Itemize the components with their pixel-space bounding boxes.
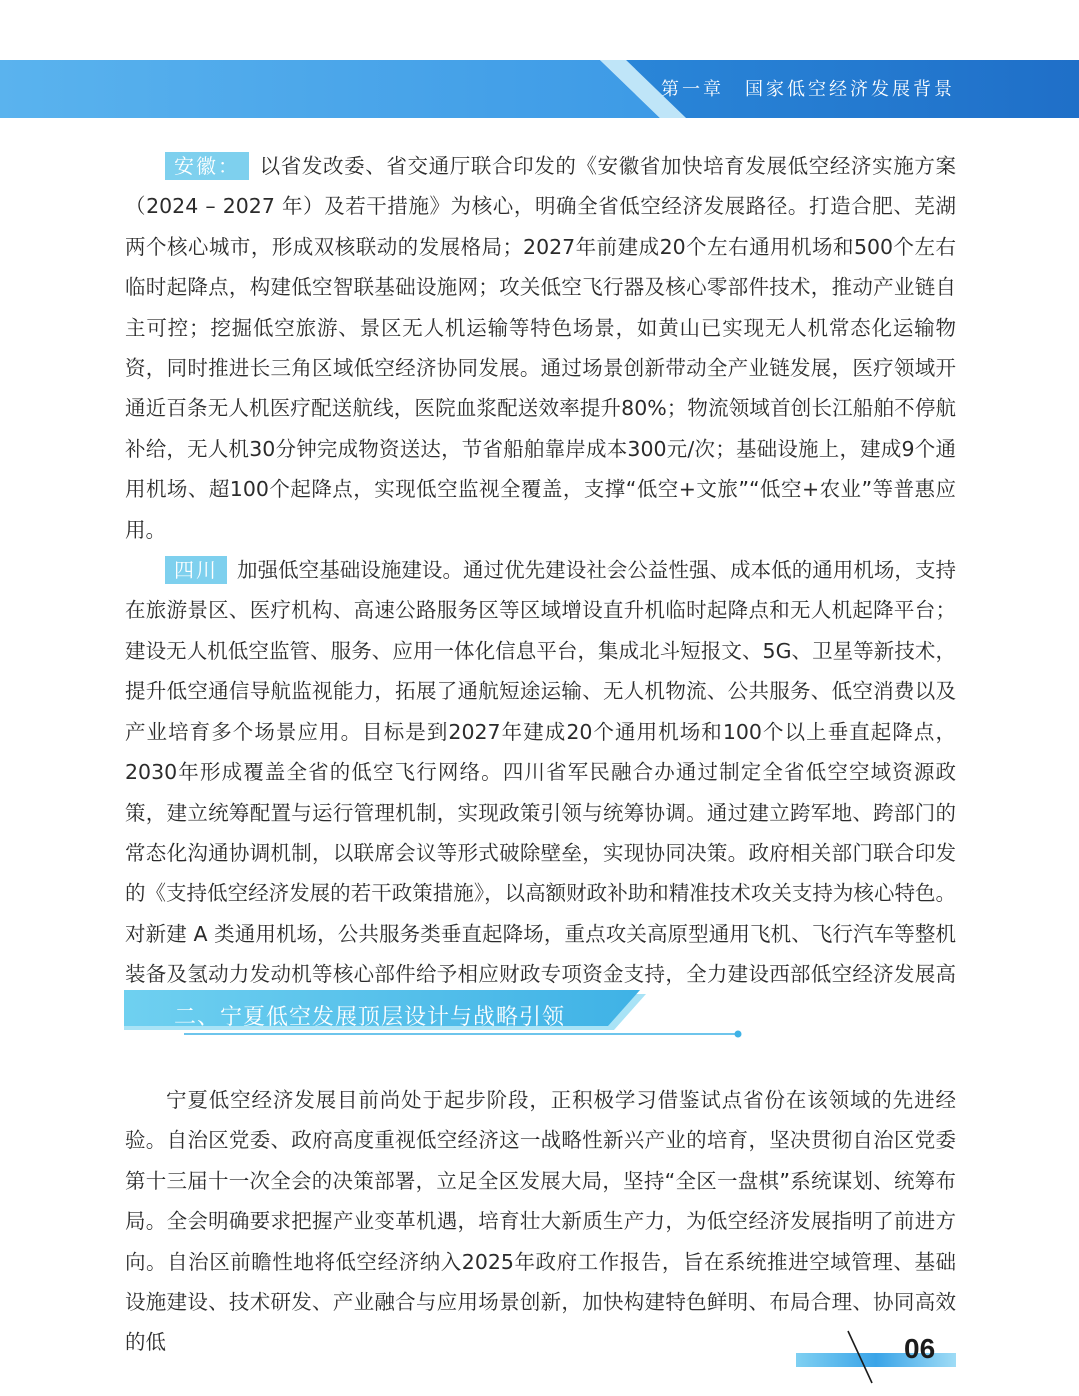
page-footer bbox=[790, 1325, 960, 1385]
province-text-anhui: 以省发改委、省交通厅联合印发的《安徽省加快培育发展低空经济实施方案（2024 – 2027 年）及若干措施》为核心，明确全省低空经济发展路径。打造合肥、芜湖两个核心城市，形成双核联动的发展格局；2027年前建成20个左右通用机场和500个左右临时起降点，构建低空智联基础设施网；攻关低空飞行器及核心零部件技术，推动产业链自主可控；挖掘低空旅游、景区无人机运输等特色场景，如黄山已实现无人机常态化运输物资，同时推进长三角区域低空经济协同发展。通过场景创新带动全产业链发展，医疗领域开通近百条无人机医疗配送航线，医院血浆配送效率提升80%；物流领域首创长江船舶不停航补给，无人机30分钟完成物资送达，节省船舶靠岸成本300元/次；基础设施上，建成9个通用机场、超100个起降点，实现低空监视全覆盖，支撑“低空+文旅”“低空+农业”等普惠应用。 bbox=[125, 154, 956, 542]
province-text-sichuan: 加强低空基础设施建设。通过优先建设社会公益性强、成本低的通用机场，支持在旅游景区、医疗机构、高速公路服务区等区域增设直升机临时起降点和无人机起降平台；建设无人机低空监管、服务、应用一体化信息平台，集成北斗短报文、5G、卫星等新技术，提升低空通信导航监视能力，拓展了通航短途运输、无人机物流、公共服务、低空消费以及产业培育多个场景应用。目标是到2027年建成20个通用机场和100个以上垂直起降点，2030年形成覆盖全省的低空飞行网络。四川省军民融合办通过制定全省低空空域资源政策，建立统筹配置与运行管理机制，实现政策引领与统筹协调。通过建立跨军地、跨部门的常态化沟通协调机制，以联席会议等形式破除壁垒，实现协同决策。政府相关部门联合印发的《支持低空经济发展的若干政策措施》，以高额财政补助和精准技术攻关支持为核心特色。对新建 A 类通用机场，公共服务类垂直起降场，重点攻关高原型通用飞机、飞行汽车等整机装备及氢动力发动机等核心部件给予相应财政专项资金支持，全力建设西部低空经济发展高 bbox=[125, 558, 956, 987]
chapter-header-banner bbox=[0, 60, 1079, 118]
ningxia-content bbox=[125, 1080, 956, 1363]
province-paragraph-sichuan bbox=[125, 550, 956, 1035]
section-title: 二、宁夏低空发展顶层设计与战略引领 bbox=[174, 1005, 566, 1030]
province-tag-sichuan: 四川 bbox=[165, 556, 227, 584]
ningxia-paragraph: 宁夏低空经济发展目前尚处于起步阶段，正积极学习借鉴试点省份在该领域的先进经验。自治区党委、政府高度重视低空经济这一战略性新兴产业的培育，坚决贯彻自治区党委第十三届十一次全会的决策部署，立足全区发展大局，坚持“全区一盘棋”系统谋划、统筹布局。全会明确要求把握产业变革机遇，培育壮大新质生产力，为低空经济发展指明了前进方向。自治区前瞻性地将低空经济纳入2025年政府工作报告，旨在系统推进空域管理、基础设施建设、技术研发、产业融合与应用场景创新，加快构建特色鲜明、布局合理、协同高效的低 bbox=[125, 1088, 956, 1355]
chapter-title: 第一章 国家低空经济发展背景 bbox=[661, 79, 955, 100]
province-tag-anhui: 安徽： bbox=[165, 152, 249, 180]
page-number: 06 bbox=[904, 1333, 936, 1364]
province-content bbox=[125, 146, 956, 1035]
province-paragraph-anhui bbox=[125, 146, 956, 550]
section-heading bbox=[124, 990, 744, 1042]
